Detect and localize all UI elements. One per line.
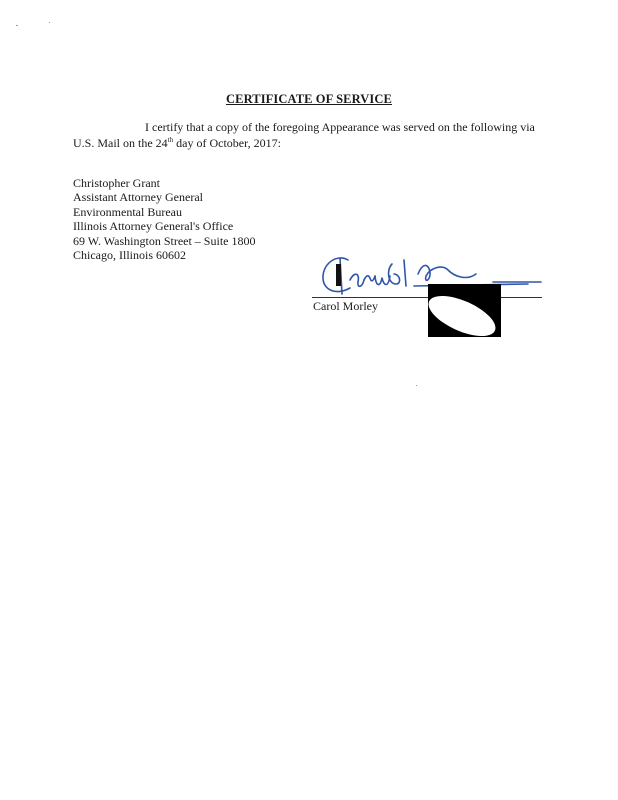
scan-speck: [16, 25, 18, 26]
recipient-city: Chicago, Illinois 60602: [73, 248, 186, 263]
service-date-suffix: day of October, 2017:: [173, 136, 281, 150]
recipient-title: Assistant Attorney General: [73, 190, 203, 205]
document-title: CERTIFICATE OF SERVICE: [226, 92, 392, 106]
certification-line-1: I certify that a copy of the foregoing Appearance was served on the following via: [145, 120, 535, 134]
redaction-box: [428, 284, 501, 337]
recipient-address-block: [73, 176, 255, 262]
signer-name: Carol Morley: [313, 299, 378, 313]
recipient-name: Christopher Grant: [73, 176, 160, 190]
certification-line-2: [73, 135, 543, 151]
service-date-prefix: U.S. Mail on the 24: [73, 136, 168, 150]
redaction-blot: [428, 284, 501, 337]
scan-speck: [416, 385, 417, 386]
scan-speck: [49, 22, 50, 23]
signature-line: [312, 297, 542, 298]
certification-paragraph: [73, 119, 543, 151]
recipient-street: 69 W. Washington Street – Suite 1800: [73, 233, 256, 248]
recipient-department: Environmental Bureau: [73, 204, 182, 219]
date-ordinal-suffix: th: [167, 136, 174, 144]
recipient-office: Illinois Attorney General's Office: [73, 219, 234, 234]
